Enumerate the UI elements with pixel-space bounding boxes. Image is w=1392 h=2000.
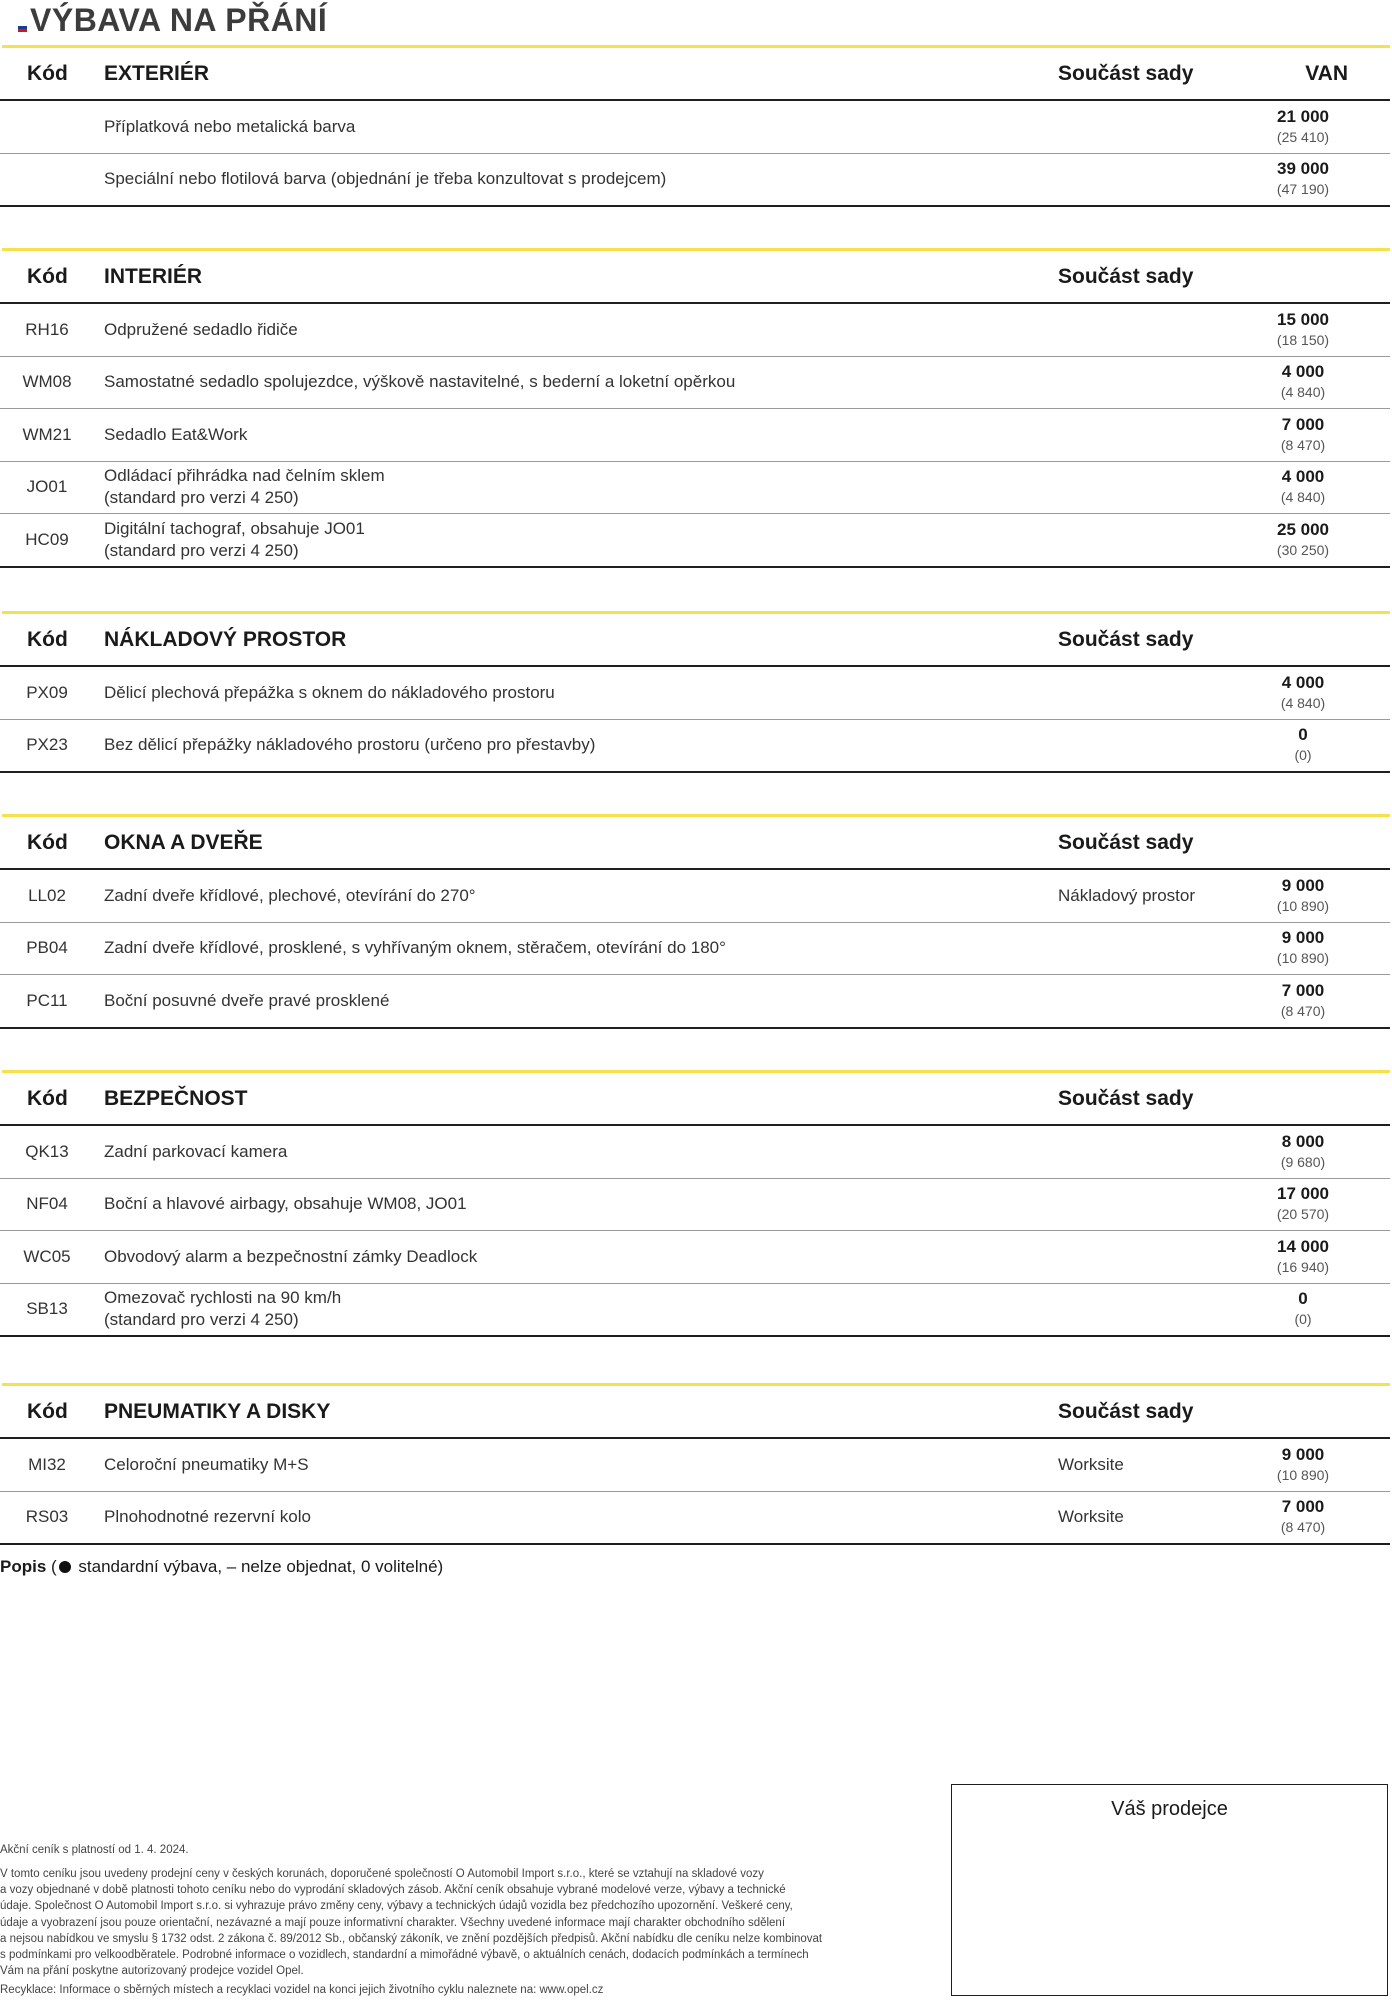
table-row [0,1231,1390,1284]
header-code: Kód [27,628,68,651]
row-code: JO01 [26,477,68,497]
table-row [0,923,1390,976]
header-set: Součást sady [1058,265,1194,288]
price-with-vat: (8 470) [1280,1519,1326,1536]
row-description: Digitální tachograf, obsahuje JO01 (standard pro verzi 4 250) [104,518,365,560]
page-title-block [18,0,327,40]
price-with-vat: (10 890) [1276,1466,1330,1483]
footer-disclaimer [0,1866,900,1979]
row-price [1248,725,1358,765]
dealer-title: Váš prodejce [1111,1798,1228,1820]
row-price [1248,415,1358,455]
legend [0,1557,443,1577]
footer-line: a vozy objednané v době platnosti tohoto ceníku nebo do vyprodání skladových zásob. Akční ceník obsahuje vybrané modelové verze, výbavy a technické [0,1884,786,1897]
table-row [0,667,1390,720]
table-row [0,1492,1390,1546]
price-net: 9 000 [1281,1444,1325,1464]
row-price [1248,981,1358,1021]
row-price [1248,1237,1358,1277]
row-code: PX23 [26,735,68,755]
price-with-vat: (9 680) [1280,1153,1326,1170]
row-set: Worksite [1058,1507,1124,1527]
footer-line: údaje. Společnost O Automobil Import s.r.o. si vyhrazuje právo změny ceny, výbavy a technických údajů vozidla bez předchozího upozornění. Veškeré ceny, [0,1900,793,1913]
row-price [1248,928,1358,968]
table-row [0,101,1390,154]
section-header [0,817,1390,870]
row-description: Boční a hlavové airbagy, obsahuje WM08, JO01 [104,1194,467,1214]
section-tyres-wheels [0,1383,1390,1545]
price-with-vat: (25 410) [1276,128,1330,145]
row-code: WM21 [22,424,72,444]
row-price [1248,310,1358,350]
header-title: NÁKLADOVÝ PROSTOR [104,628,347,651]
footer-line: údaje a vyobrazení jsou pouze orientační, nezávazné a mají pouze informativní charakter. Všechny uvedené informace mají charakter obchodního sdělení [0,1916,786,1929]
table-row [0,1284,1390,1338]
table-row [0,1179,1390,1232]
header-title: PNEUMATIKY A DISKY [104,1400,331,1423]
price-with-vat: (0) [1294,747,1312,764]
header-set: Součást sady [1058,831,1194,854]
header-title: EXTERIÉR [104,62,210,85]
czech-flag-icon [18,23,27,32]
row-price [1248,107,1358,147]
row-code: PC11 [26,990,68,1010]
footer-line: Vám na přání poskytne autorizovaný prodejce vozidel Opel. [0,1965,304,1978]
row-set: Worksite [1058,1454,1124,1474]
row-description: Zadní dveře křídlové, plechové, otevírání do 270° [104,885,476,905]
price-with-vat: (4 840) [1280,489,1326,506]
price-with-vat: (0) [1294,1311,1312,1328]
table-row [0,720,1390,774]
row-code: RS03 [25,1507,69,1527]
section-exterior [0,45,1390,207]
footer-line: V tomto ceníku jsou uvedeny prodejní ceny v českých korunách, doporučené společností O Automobil Import s.r.o., které se vztahují na skladové vozy [0,1868,764,1880]
footer-line: s podmínkami pro velkoodběratele. Podrobné informace o vozidlech, standardní a mimořádné výbavě, o aktuálních cenách, dodacích podmínkách a termínech [0,1949,809,1962]
header-title: BEZPEČNOST [104,1087,248,1110]
legend-title: Popis [0,1557,47,1576]
row-price [1248,1289,1358,1329]
row-set: Nákladový prostor [1058,885,1196,905]
row-price [1248,1445,1358,1485]
header-title: INTERIÉR [104,265,203,288]
price-net: 9 000 [1281,875,1325,895]
price-with-vat: (4 840) [1280,694,1326,711]
price-net: 14 000 [1277,1236,1329,1256]
row-description: Sedadlo Eat&Work [104,424,248,444]
row-description: Samostatné sedadlo spolujezdce, výškově nastavitelné, s bederní a loketní opěrkou [104,372,736,392]
price-net: 15 000 [1277,309,1329,329]
table-row [0,975,1390,1029]
table-row [0,304,1390,357]
table-row [0,357,1390,410]
row-code: RH16 [25,319,69,339]
footer-valid-from: Akční ceník s platností od 1. 4. 2024. [0,1844,189,1856]
row-price [1248,159,1358,199]
table-row [0,462,1390,515]
header-code: Kód [27,62,68,85]
price-net: 7 000 [1281,414,1325,434]
section-header [0,251,1390,304]
row-description: Dělicí plechová přepážka s oknem do nákladového prostoru [104,682,555,702]
legend-open: ( [46,1557,57,1576]
row-code: WM08 [22,372,72,392]
header-code: Kód [27,1400,68,1423]
price-net: 8 000 [1281,1131,1325,1151]
table-row [0,1126,1390,1179]
row-description: Bez dělicí přepážky nákladového prostoru (určeno pro přestavby) [104,735,596,755]
row-description: Zadní parkovací kamera [104,1141,288,1161]
price-with-vat: (8 470) [1280,436,1326,453]
row-price [1248,876,1358,916]
table-row [0,409,1390,462]
section-header [0,1386,1390,1439]
page-title: VÝBAVA NA PŘÁNÍ [30,1,328,38]
row-price [1248,362,1358,402]
section-windows-doors [0,814,1390,1029]
row-description: Celoroční pneumatiky M+S [104,1454,309,1474]
price-net: 0 [1298,1289,1308,1309]
header-van: VAN [1305,62,1348,85]
row-description: Odládací přihrádka nad čelním sklem (standard pro verzi 4 250) [104,466,385,508]
row-price [1248,467,1358,507]
table-row [0,154,1390,208]
price-with-vat: (18 150) [1276,331,1330,348]
row-price [1248,1497,1358,1537]
price-with-vat: (30 250) [1276,541,1330,558]
header-set: Součást sady [1058,1087,1194,1110]
row-description: Boční posuvné dveře pravé prosklené [104,990,390,1010]
header-code: Kód [27,831,68,854]
section-cargo [0,611,1390,773]
footer-line: a nejsou nabídkou ve smyslu § 1732 odst. 2 zákona č. 89/2012 Sb., občanský zákoník, ve znění pozdějších předpisů. Akční nabídku dle ceníku nelze kombinovat [0,1932,823,1945]
price-with-vat: (20 570) [1276,1206,1330,1223]
price-net: 17 000 [1277,1184,1329,1204]
row-code: QK13 [25,1141,69,1161]
row-description: Plnohodnotné rezervní kolo [104,1507,311,1527]
section-header [0,614,1390,667]
price-net: 0 [1298,725,1308,745]
row-description: Odpružené sedadlo řidiče [104,319,298,339]
row-code: PX09 [26,682,68,702]
header-code: Kód [27,1087,68,1110]
row-code: MI32 [28,1454,66,1474]
price-net: 39 000 [1277,159,1329,179]
price-with-vat: (4 840) [1280,384,1326,401]
price-with-vat: (10 890) [1276,897,1330,914]
table-row [0,514,1390,568]
price-with-vat: (10 890) [1276,950,1330,967]
row-code: WC05 [23,1246,71,1266]
price-with-vat: (8 470) [1280,1002,1326,1019]
section-safety [0,1070,1390,1337]
dealer-box [951,1784,1388,1996]
legend-text: standardní výbava, – nelze objednat, 0 volitelné) [73,1557,444,1576]
price-with-vat: (16 940) [1276,1258,1330,1275]
price-net: 4 000 [1281,467,1325,487]
row-price [1248,520,1358,560]
row-code: HC09 [25,529,69,549]
footer-recycling: Recyklace: Informace o sběrných místech a recyklaci vozidel na konci jejich životního cyklu naleznete na: www.opel.cz [0,1984,604,1996]
section-header [0,1073,1390,1126]
price-net: 7 000 [1281,980,1325,1000]
row-code: NF04 [26,1194,68,1214]
price-with-vat: (47 190) [1276,181,1330,198]
row-code: SB13 [26,1299,68,1319]
standard-dot-icon [59,1561,71,1573]
header-set: Součást sady [1058,62,1194,85]
table-row [0,870,1390,923]
price-net: 9 000 [1281,928,1325,948]
row-price [1248,673,1358,713]
row-code: LL02 [28,885,66,905]
row-description: Příplatková nebo metalická barva [104,116,356,136]
section-header [0,48,1390,101]
row-description: Obvodový alarm a bezpečnostní zámky Deadlock [104,1246,478,1266]
price-net: 7 000 [1281,1497,1325,1517]
header-title: OKNA A DVEŘE [104,831,263,854]
row-price [1248,1132,1358,1172]
header-code: Kód [27,265,68,288]
price-net: 4 000 [1281,672,1325,692]
price-net: 25 000 [1277,519,1329,539]
header-set: Součást sady [1058,1400,1194,1423]
section-interior [0,248,1390,568]
row-description: Omezovač rychlosti na 90 km/h (standard pro verzi 4 250) [104,1288,342,1330]
header-set: Součást sady [1058,628,1194,651]
row-description: Zadní dveře křídlové, prosklené, s vyhřívaným oknem, stěračem, otevírání do 180° [104,938,726,958]
price-net: 21 000 [1277,106,1329,126]
row-description: Speciální nebo flotilová barva (objednání je třeba konzultovat s prodejcem) [104,169,667,189]
price-net: 4 000 [1281,362,1325,382]
row-price [1248,1184,1358,1224]
table-row [0,1439,1390,1492]
row-code: PB04 [26,938,68,958]
